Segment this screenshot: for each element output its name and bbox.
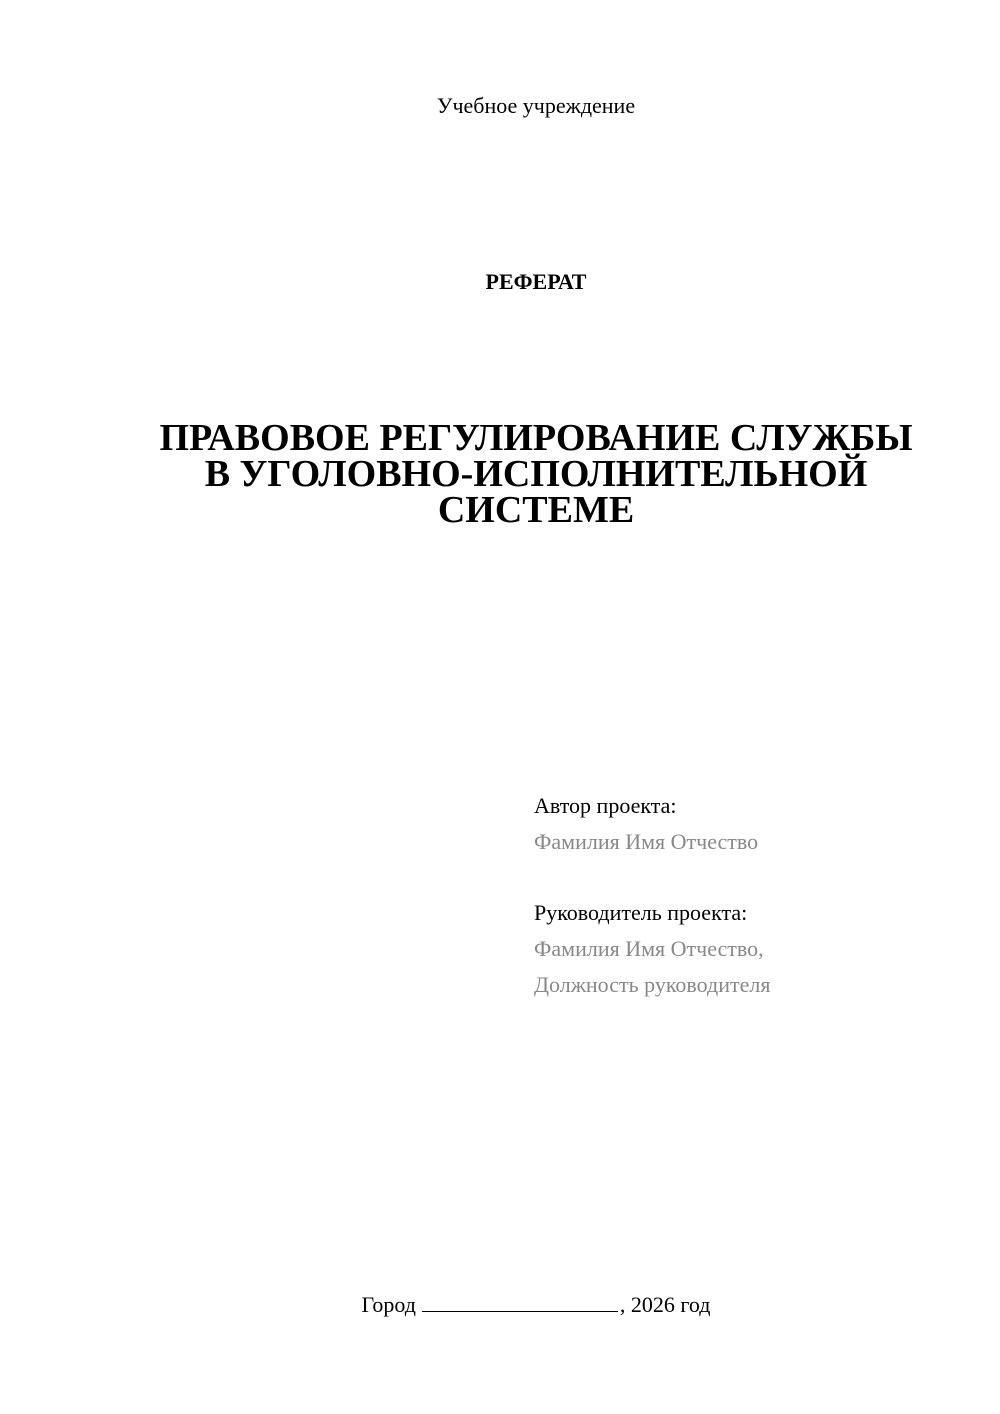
author-block xyxy=(534,788,974,1003)
document-type: РЕФЕРАТ xyxy=(485,269,587,294)
supervisor-position: Должность руководителя xyxy=(534,972,771,997)
title-line-2: В УГОЛОВНО-ИСПОЛНИТЕЛЬНОЙ xyxy=(204,453,868,495)
title-line-1: ПРАВОВОЕ РЕГУЛИРОВАНИЕ СЛУЖБЫ xyxy=(159,417,913,459)
city-label: Город xyxy=(361,1292,416,1317)
title-line-3: СИСТЕМЕ xyxy=(437,489,635,531)
author-name: Фамилия Имя Отчество xyxy=(534,829,759,854)
city-blank-line xyxy=(422,1293,618,1312)
footer-city-year xyxy=(0,1290,1000,1320)
document-title xyxy=(120,417,952,531)
author-label: Автор проекта: xyxy=(534,793,677,818)
year-text: , 2026 год xyxy=(619,1292,711,1317)
supervisor-label: Руководитель проекта: xyxy=(534,900,748,925)
spacer xyxy=(534,860,974,895)
institution-name: Учебное учреждение xyxy=(436,93,636,118)
supervisor-name: Фамилия Имя Отчество, xyxy=(534,936,764,961)
